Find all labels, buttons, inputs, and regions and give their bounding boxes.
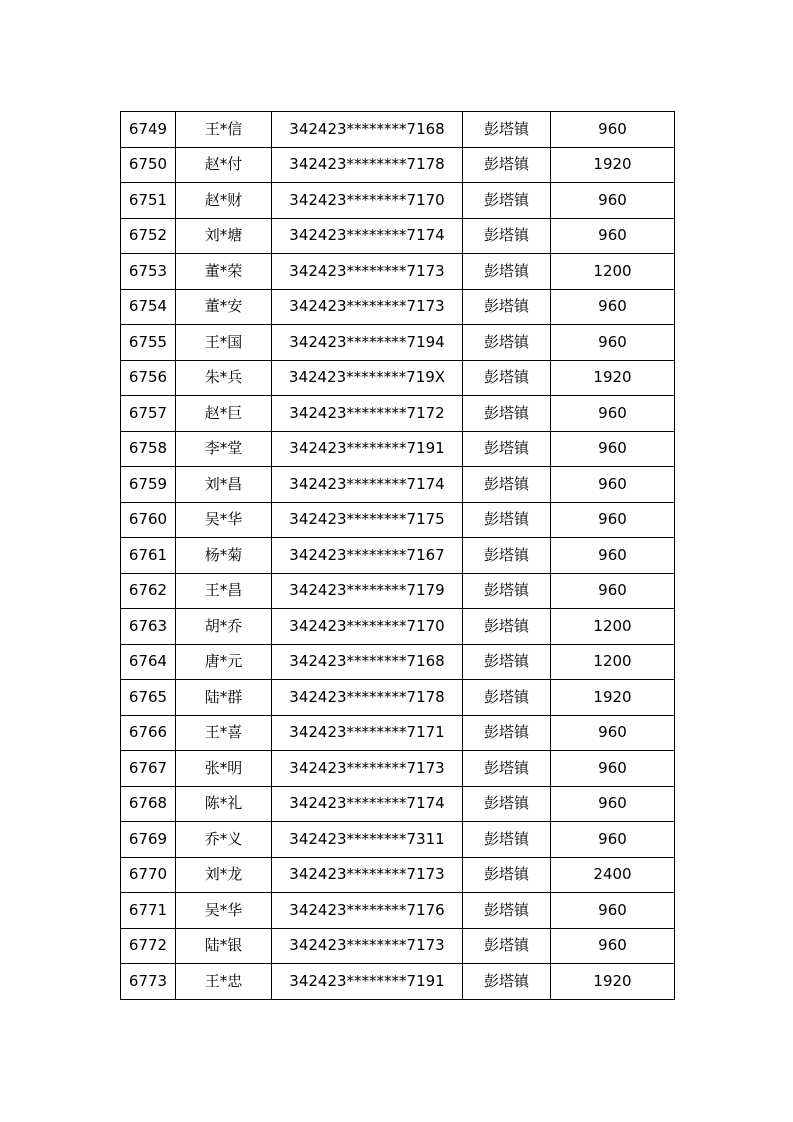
amount-cell: 960: [551, 751, 675, 787]
town-cell: 彭塔镇: [463, 254, 551, 290]
town-cell: 彭塔镇: [463, 289, 551, 325]
town-cell: 彭塔镇: [463, 112, 551, 148]
serial-number-cell: 6766: [121, 715, 176, 751]
town-cell: 彭塔镇: [463, 822, 551, 858]
name-cell: 王*信: [176, 112, 272, 148]
table-row: [121, 893, 675, 929]
name-cell: 陈*礼: [176, 786, 272, 822]
serial-number-cell: 6757: [121, 396, 176, 432]
town-cell: 彭塔镇: [463, 928, 551, 964]
id-number-cell: 342423********7191: [272, 964, 463, 1000]
town-cell: 彭塔镇: [463, 360, 551, 396]
town-cell: 彭塔镇: [463, 325, 551, 361]
name-cell: 吴*华: [176, 893, 272, 929]
id-number-cell: 342423********7174: [272, 467, 463, 503]
serial-number-cell: 6760: [121, 502, 176, 538]
name-cell: 唐*元: [176, 644, 272, 680]
id-number-cell: 342423********7174: [272, 218, 463, 254]
serial-number-cell: 6768: [121, 786, 176, 822]
amount-cell: 2400: [551, 857, 675, 893]
table-row: [121, 147, 675, 183]
town-cell: 彭塔镇: [463, 644, 551, 680]
table-row: [121, 218, 675, 254]
name-cell: 陆*群: [176, 680, 272, 716]
table-row: [121, 396, 675, 432]
amount-cell: 1920: [551, 680, 675, 716]
serial-number-cell: 6752: [121, 218, 176, 254]
table-row: [121, 538, 675, 574]
table-row: [121, 715, 675, 751]
serial-number-cell: 6772: [121, 928, 176, 964]
id-number-cell: 342423********7170: [272, 609, 463, 645]
table-row: [121, 751, 675, 787]
town-cell: 彭塔镇: [463, 573, 551, 609]
serial-number-cell: 6755: [121, 325, 176, 361]
town-cell: 彭塔镇: [463, 147, 551, 183]
id-number-cell: 342423********7191: [272, 431, 463, 467]
serial-number-cell: 6750: [121, 147, 176, 183]
amount-cell: 960: [551, 573, 675, 609]
table-row: [121, 609, 675, 645]
name-cell: 王*忠: [176, 964, 272, 1000]
name-cell: 赵*巨: [176, 396, 272, 432]
serial-number-cell: 6749: [121, 112, 176, 148]
id-number-cell: 342423********7173: [272, 928, 463, 964]
table-row: [121, 502, 675, 538]
serial-number-cell: 6761: [121, 538, 176, 574]
serial-number-cell: 6753: [121, 254, 176, 290]
name-cell: 乔*义: [176, 822, 272, 858]
table-row: [121, 857, 675, 893]
table-row: [121, 112, 675, 148]
id-number-cell: 342423********7179: [272, 573, 463, 609]
amount-cell: 960: [551, 715, 675, 751]
table-row: [121, 964, 675, 1000]
name-cell: 董*荣: [176, 254, 272, 290]
id-number-cell: 342423********7172: [272, 396, 463, 432]
town-cell: 彭塔镇: [463, 218, 551, 254]
serial-number-cell: 6769: [121, 822, 176, 858]
id-number-cell: 342423********7168: [272, 112, 463, 148]
table-row: [121, 325, 675, 361]
name-cell: 赵*财: [176, 183, 272, 219]
name-cell: 杨*菊: [176, 538, 272, 574]
town-cell: 彭塔镇: [463, 538, 551, 574]
name-cell: 刘*昌: [176, 467, 272, 503]
serial-number-cell: 6751: [121, 183, 176, 219]
id-number-cell: 342423********7176: [272, 893, 463, 929]
town-cell: 彭塔镇: [463, 964, 551, 1000]
table-row: [121, 786, 675, 822]
town-cell: 彭塔镇: [463, 786, 551, 822]
table-row: [121, 254, 675, 290]
name-cell: 张*明: [176, 751, 272, 787]
amount-cell: 960: [551, 183, 675, 219]
serial-number-cell: 6763: [121, 609, 176, 645]
amount-cell: 960: [551, 538, 675, 574]
id-number-cell: 342423********7167: [272, 538, 463, 574]
amount-cell: 960: [551, 502, 675, 538]
town-cell: 彭塔镇: [463, 431, 551, 467]
id-number-cell: 342423********7173: [272, 289, 463, 325]
amount-cell: 960: [551, 893, 675, 929]
id-number-cell: 342423********7311: [272, 822, 463, 858]
name-cell: 王*昌: [176, 573, 272, 609]
name-cell: 陆*银: [176, 928, 272, 964]
id-number-cell: 342423********7178: [272, 147, 463, 183]
amount-cell: 1200: [551, 609, 675, 645]
name-cell: 赵*付: [176, 147, 272, 183]
name-cell: 胡*乔: [176, 609, 272, 645]
amount-cell: 960: [551, 218, 675, 254]
amount-cell: 960: [551, 289, 675, 325]
amount-cell: 1920: [551, 360, 675, 396]
amount-cell: 960: [551, 786, 675, 822]
amount-cell: 1200: [551, 644, 675, 680]
id-number-cell: 342423********7175: [272, 502, 463, 538]
table-body: [121, 112, 675, 1000]
table-row: [121, 431, 675, 467]
town-cell: 彭塔镇: [463, 893, 551, 929]
name-cell: 刘*塘: [176, 218, 272, 254]
serial-number-cell: 6762: [121, 573, 176, 609]
serial-number-cell: 6754: [121, 289, 176, 325]
table-row: [121, 467, 675, 503]
serial-number-cell: 6759: [121, 467, 176, 503]
id-number-cell: 342423********7173: [272, 751, 463, 787]
name-cell: 李*堂: [176, 431, 272, 467]
amount-cell: 960: [551, 928, 675, 964]
serial-number-cell: 6773: [121, 964, 176, 1000]
table-row: [121, 183, 675, 219]
town-cell: 彭塔镇: [463, 502, 551, 538]
amount-cell: 960: [551, 112, 675, 148]
town-cell: 彭塔镇: [463, 680, 551, 716]
amount-cell: 1920: [551, 147, 675, 183]
id-number-cell: 342423********7194: [272, 325, 463, 361]
name-cell: 王*国: [176, 325, 272, 361]
id-number-cell: 342423********7178: [272, 680, 463, 716]
table-row: [121, 928, 675, 964]
name-cell: 王*喜: [176, 715, 272, 751]
id-number-cell: 342423********7173: [272, 857, 463, 893]
serial-number-cell: 6765: [121, 680, 176, 716]
table-row: [121, 360, 675, 396]
amount-cell: 960: [551, 822, 675, 858]
serial-number-cell: 6758: [121, 431, 176, 467]
name-cell: 朱*兵: [176, 360, 272, 396]
amount-cell: 960: [551, 467, 675, 503]
serial-number-cell: 6767: [121, 751, 176, 787]
amount-cell: 1920: [551, 964, 675, 1000]
name-cell: 吴*华: [176, 502, 272, 538]
name-cell: 刘*龙: [176, 857, 272, 893]
id-number-cell: 342423********7173: [272, 254, 463, 290]
amount-cell: 1200: [551, 254, 675, 290]
amount-cell: 960: [551, 431, 675, 467]
table-row: [121, 289, 675, 325]
table-row: [121, 822, 675, 858]
serial-number-cell: 6771: [121, 893, 176, 929]
name-cell: 董*安: [176, 289, 272, 325]
town-cell: 彭塔镇: [463, 751, 551, 787]
town-cell: 彭塔镇: [463, 183, 551, 219]
table-row: [121, 644, 675, 680]
serial-number-cell: 6756: [121, 360, 176, 396]
town-cell: 彭塔镇: [463, 857, 551, 893]
town-cell: 彭塔镇: [463, 715, 551, 751]
town-cell: 彭塔镇: [463, 609, 551, 645]
serial-number-cell: 6770: [121, 857, 176, 893]
town-cell: 彭塔镇: [463, 396, 551, 432]
id-number-cell: 342423********7174: [272, 786, 463, 822]
id-number-cell: 342423********7170: [272, 183, 463, 219]
amount-cell: 960: [551, 396, 675, 432]
amount-cell: 960: [551, 325, 675, 361]
table-row: [121, 680, 675, 716]
id-number-cell: 342423********7171: [272, 715, 463, 751]
table-row: [121, 573, 675, 609]
id-number-cell: 342423********719X: [272, 360, 463, 396]
id-number-cell: 342423********7168: [272, 644, 463, 680]
serial-number-cell: 6764: [121, 644, 176, 680]
town-cell: 彭塔镇: [463, 467, 551, 503]
subsidy-table: [120, 111, 675, 1000]
